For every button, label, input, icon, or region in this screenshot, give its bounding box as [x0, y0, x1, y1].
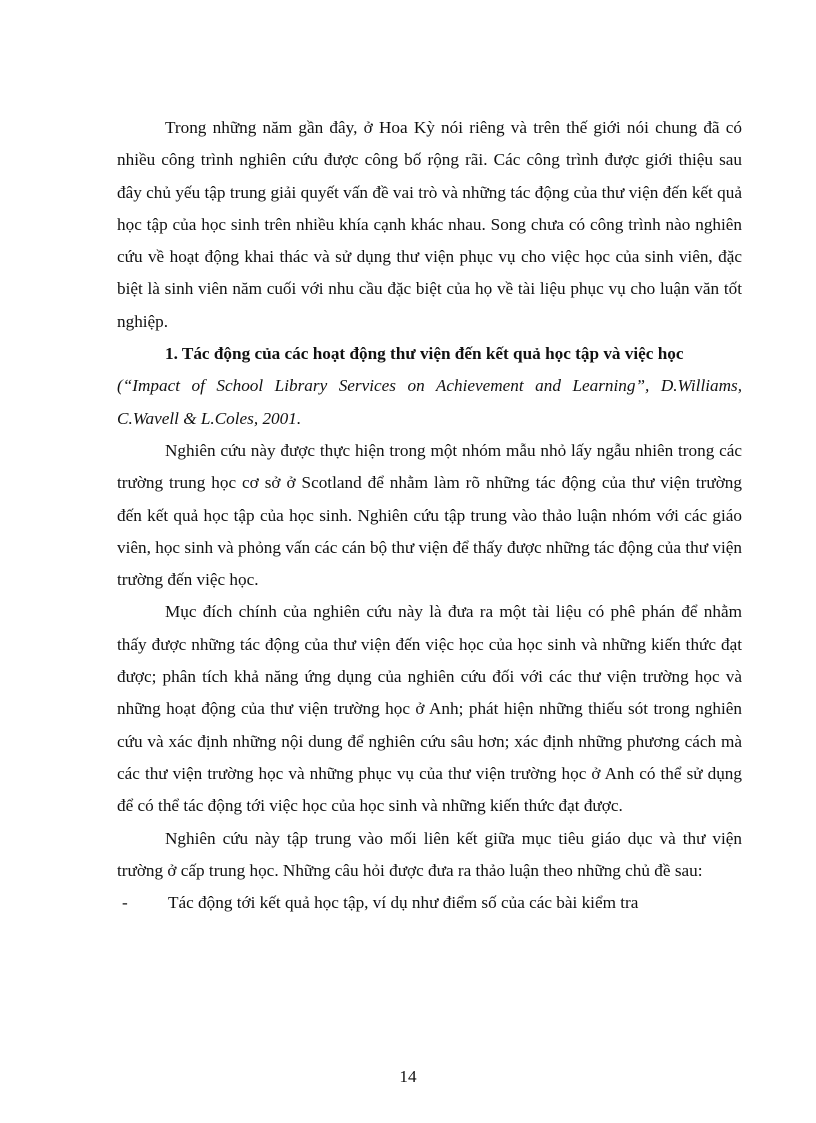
citation: (“Impact of School Library Services on Achievement and Learning”, D.Williams, C.Wavell & L.Coles, 2001.: [117, 376, 742, 428]
list-item-text: Tác động tới kết quả học tập, ví dụ như điểm số của các bài kiểm tra: [168, 893, 639, 913]
body-paragraph-3: Nghiên cứu này tập trung vào mối liên kết giữa mục tiêu giáo dục và thư viện trường ở cấp trung học. Những câu hỏi được đưa ra thảo luận theo những chủ đề sau:: [117, 828, 742, 880]
bullet-marker: -: [122, 893, 128, 913]
list-item: [117, 887, 742, 919]
document-page: [117, 112, 742, 919]
page-number: 14: [399, 1067, 417, 1086]
body-paragraph-1: Nghiên cứu này được thực hiện trong một nhóm mẫu nhỏ lấy ngẫu nhiên trong các trường trung học cơ sở ở Scotland để nhằm làm rõ những tác động của thư viện trường đến kết quả học tập của học sinh. Nghiên cứu tập trung vào thảo luận nhóm với các giáo viên, học sinh và phỏng vấn các cán bộ thư viện để thấy được những tác động của thư viện trường đến việc học.: [117, 440, 742, 590]
intro-paragraph: Trong những năm gần đây, ở Hoa Kỳ nói riêng và trên thế giới nói chung đã có nhiều công trình nghiên cứu được công bố rộng rãi. Các công trình được giới thiệu sau đây chủ yếu tập trung giải quyết vấn đề vai trò và những tác động của thư viện đến kết quả học tập của học sinh trên nhiều khía cạnh khác nhau. Song chưa có công trình nào nghiên cứu về hoạt động khai thác và sử dụng thư viện phục vụ cho việc học của sinh viên, đặc biệt là sinh viên năm cuối với nhu cầu đặc biệt của họ về tài liệu phục vụ cho luận văn tốt nghiệp.: [117, 118, 742, 331]
body-paragraph-2: Mục đích chính của nghiên cứu này là đưa ra một tài liệu có phê phán để nhằm thấy được những tác động của thư viện đến việc học của học sinh và những kiến thức đạt được; phân tích khả năng ứng dụng của nghiên cứu đối với các thư viện trường học và những hoạt động của thư viện trường học ở Anh; phát hiện những thiếu sót trong nghiên cứu và xác định những nội dung để nghiên cứu sâu hơn; xác định những phương cách mà các thư viện trường học và những phục vụ của thư viện trường học ở Anh có thể sử dụng để có thể tác động tới việc học của học sinh và những kiến thức đạt được.: [117, 602, 742, 816]
section-heading: 1. Tác động của các hoạt động thư viện đến kết quả học tập và việc học: [165, 344, 684, 364]
